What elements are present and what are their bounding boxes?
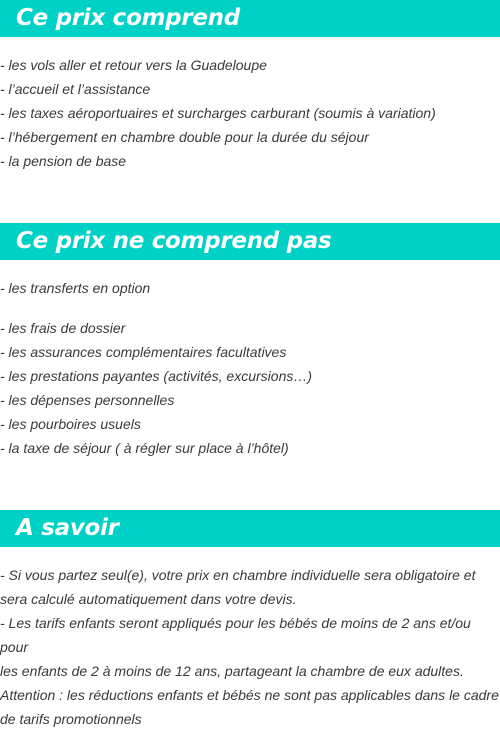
text-line: sera calculé automatiquement dans votre devis. — [0, 591, 297, 607]
list-item: - les taxes aéroportuaires et surcharges carburant (soumis à variation) — [0, 105, 436, 121]
included-list — [0, 53, 500, 173]
text-line: Attention : les réductions enfants et bébés ne sont pas applicables dans le cadre — [0, 687, 499, 703]
list-item: - la pension de base — [0, 153, 127, 169]
section-header-not-included — [0, 223, 500, 260]
not-included-list — [0, 276, 500, 460]
list-item: - les transferts en option — [0, 280, 151, 296]
section-header-good-to-know — [0, 510, 500, 547]
text-line: - Si vous partez seul(e), votre prix en chambre individuelle sera obligatoire et — [0, 567, 476, 583]
good-to-know-text — [0, 563, 500, 731]
list-item: - les frais de dossier — [0, 320, 126, 336]
list-item: - les assurances complémentaires facultatives — [0, 344, 287, 360]
list-item: - les vols aller et retour vers la Guadeloupe — [0, 57, 267, 73]
list-item: - les prestations payantes (activités, excursions…) — [0, 368, 313, 384]
list-item: - les dépenses personnelles — [0, 392, 175, 408]
text-line: de tarifs promotionnels — [0, 711, 142, 727]
section-title: Ce prix ne comprend pas — [16, 228, 332, 254]
section-header-included — [0, 0, 500, 37]
list-item: - la taxe de séjour ( à régler sur place à l’hôtel) — [0, 440, 289, 456]
section-title: Ce prix comprend — [16, 5, 240, 31]
list-item: - l’hébergement en chambre double pour la durée du séjour — [0, 129, 369, 145]
list-item: - l’accueil et l’assistance — [0, 81, 151, 97]
text-line: les enfants de 2 à moins de 12 ans, partageant la chambre de eux adultes. — [0, 663, 464, 679]
section-title: A savoir — [16, 515, 119, 541]
text-line: - Les tarifs enfants seront appliqués pour les bébés de moins de 2 ans et/ou pour — [0, 615, 471, 655]
list-item: - les pourboires usuels — [0, 416, 141, 432]
